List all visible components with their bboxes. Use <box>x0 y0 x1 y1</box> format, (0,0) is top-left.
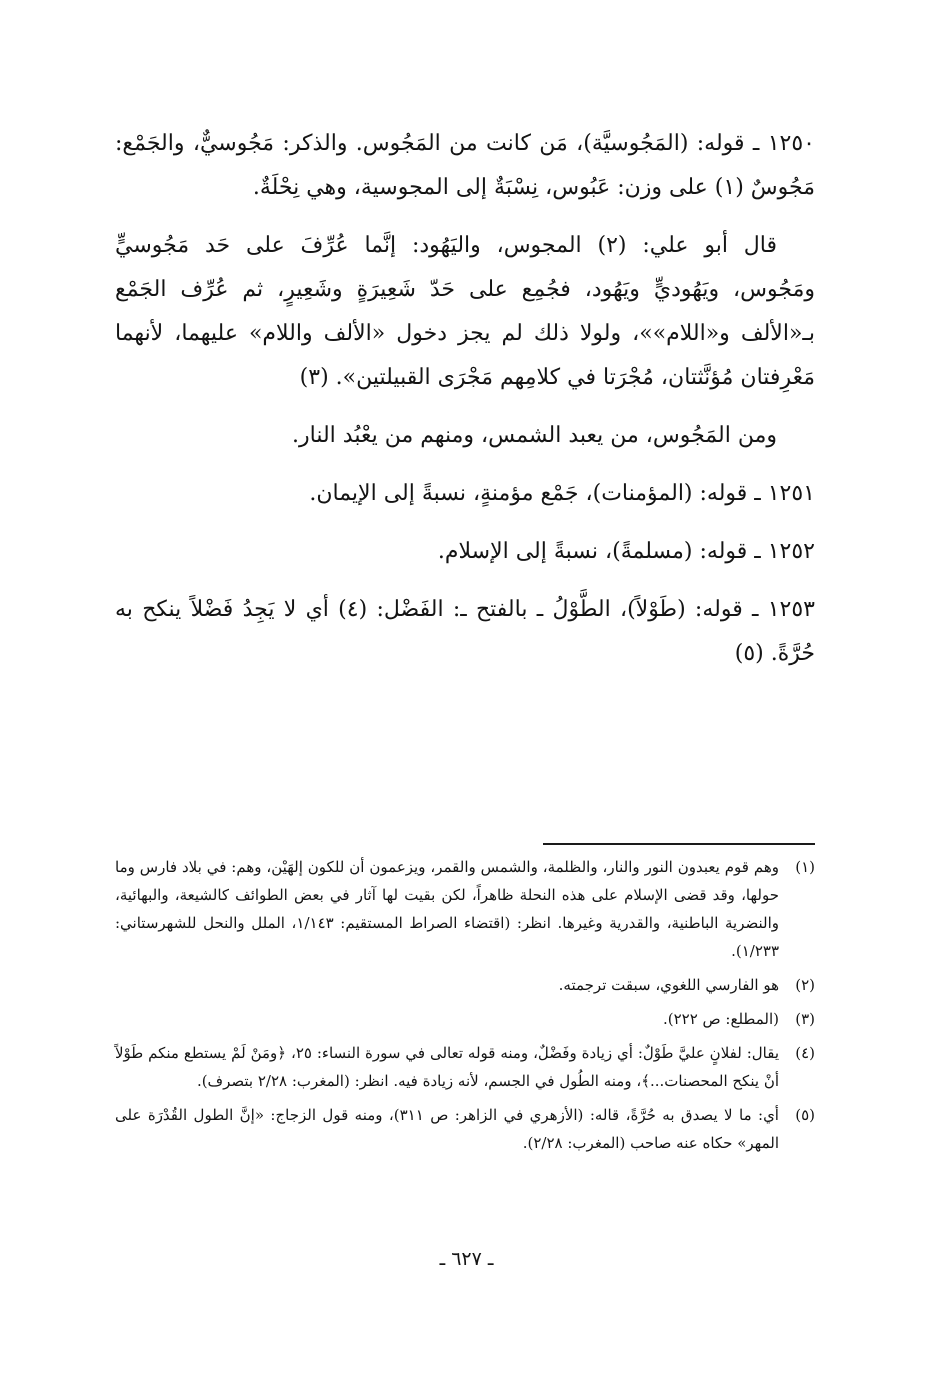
footnote-text: (المطلع: ص ٢٢٢). <box>662 1010 779 1028</box>
paragraph-abu-ali-quote: قال أبو علي: (٢) المجوس، واليَهُود: إنَّما عُرِّفَ على حَد مَجُوسيٍّ ومَجُوس، ويَهُوديٍّ ويَهُود، فجُمِع على حَدّ شَعِيرَةٍ وشَعِيرٍ، ثم عُرِّف الجَمْع بـ«الألف و«اللام»»، ولولا ذلك لم يجز دخول «الألف واللام» عليهما، لأنهما مَعْرِفتان مُؤنَّثتان، مُجْرَتا في كلامِهم مَجْرَى القبيلتين». (٣) <box>115 233 815 390</box>
footnote-1 <box>115 853 815 965</box>
footnote-5 <box>115 1101 815 1157</box>
footnote-number: (٥) <box>795 1106 815 1124</box>
paragraph-1253: ١٢٥٣ ـ قوله: (طَوْلاً)، الطَّوْلُ ـ بالفتح ـ: الفَضْل: (٤) أي لا يَجِدُ فَضْلاً ينكح به حُرَّةً. (٥) <box>115 597 815 666</box>
footnote-number: (١) <box>795 858 815 876</box>
footnote-number: (٤) <box>795 1044 815 1062</box>
paragraph-majus-worship: ومن المَجُوس، من يعبد الشمس، ومنهم من يعْبُد النار. <box>292 423 777 448</box>
main-text <box>115 122 815 690</box>
footnote-divider <box>543 843 815 845</box>
paragraph-1251: ١٢٥١ ـ قوله: (المؤمنات)، جَمْع مؤمنةٍ، نسبةً إلى الإيمان. <box>309 481 815 506</box>
footnote-text: هو الفارسي اللغوي، سبقت ترجمته. <box>558 976 779 994</box>
footnote-text: وهم قوم يعبدون النور والنار، والظلمة، والشمس والقمر، ويزعمون أن للكون إلهَيْن، وهم: في بلاد فارس وما حولها، وقد قضى الإسلام على هذه النحلة ظاهراً، لكن بقيت لها آثار في بعض الطوائف كالشيعة، والبهائية، والنضرية الباطنية، والقدرية وغيرها. انظر: (اقتضاء الصراط المستقيم: ١/١٤٣، الملل والنحل للشهرستاني: ١/٢٣٣). <box>115 858 780 960</box>
footnotes <box>115 853 815 1163</box>
footnote-2 <box>115 971 815 999</box>
paragraph-1250: ١٢٥٠ ـ قوله: (المَجُوسيَّة)، مَن كانت من المَجُوس. والذكر: مَجُوسيٌّ، والجَمْع: مَجُوسٌ (١) على وزن: عَبُوس، نِسْبَةٌ إلى المجوسية، وهي نِحْلَةٌ. <box>115 131 815 200</box>
footnote-text: يقال: لفلانٍ عليَّ طَوْلٌ: أي زيادة وفَضْلٌ، ومنه قوله تعالى في سورة النساء: ٢٥، ﴿ومَنْ لَمْ يستطع منكم طَوْلاً أنْ ينكح المحصنات...﴾، ومنه الطُول في الجسم، لأنه زيادة فيه. انظر: (المغرب: ٢/٢٨ بتصرف). <box>115 1044 779 1090</box>
paragraph-1252: ١٢٥٢ ـ قوله: (مسلمةً)، نسبةً إلى الإسلام. <box>437 539 815 564</box>
footnote-text: أي: ما لا يصدق به حُرَّةً، قاله: (الأزهري في الزاهر: ص ٣١١)، ومنه قول الزجاج: «إنَّ الطول القُدْرَة على المهر» حكاه عنه صاحب (المغرب: ٢/٢٨). <box>115 1106 779 1152</box>
footnote-3 <box>115 1005 815 1033</box>
footnote-4 <box>115 1039 815 1095</box>
footnote-number: (٣) <box>795 1010 815 1028</box>
footnote-number: (٢) <box>795 976 815 994</box>
page-number: ـ ٦٢٧ ـ <box>439 1248 494 1270</box>
